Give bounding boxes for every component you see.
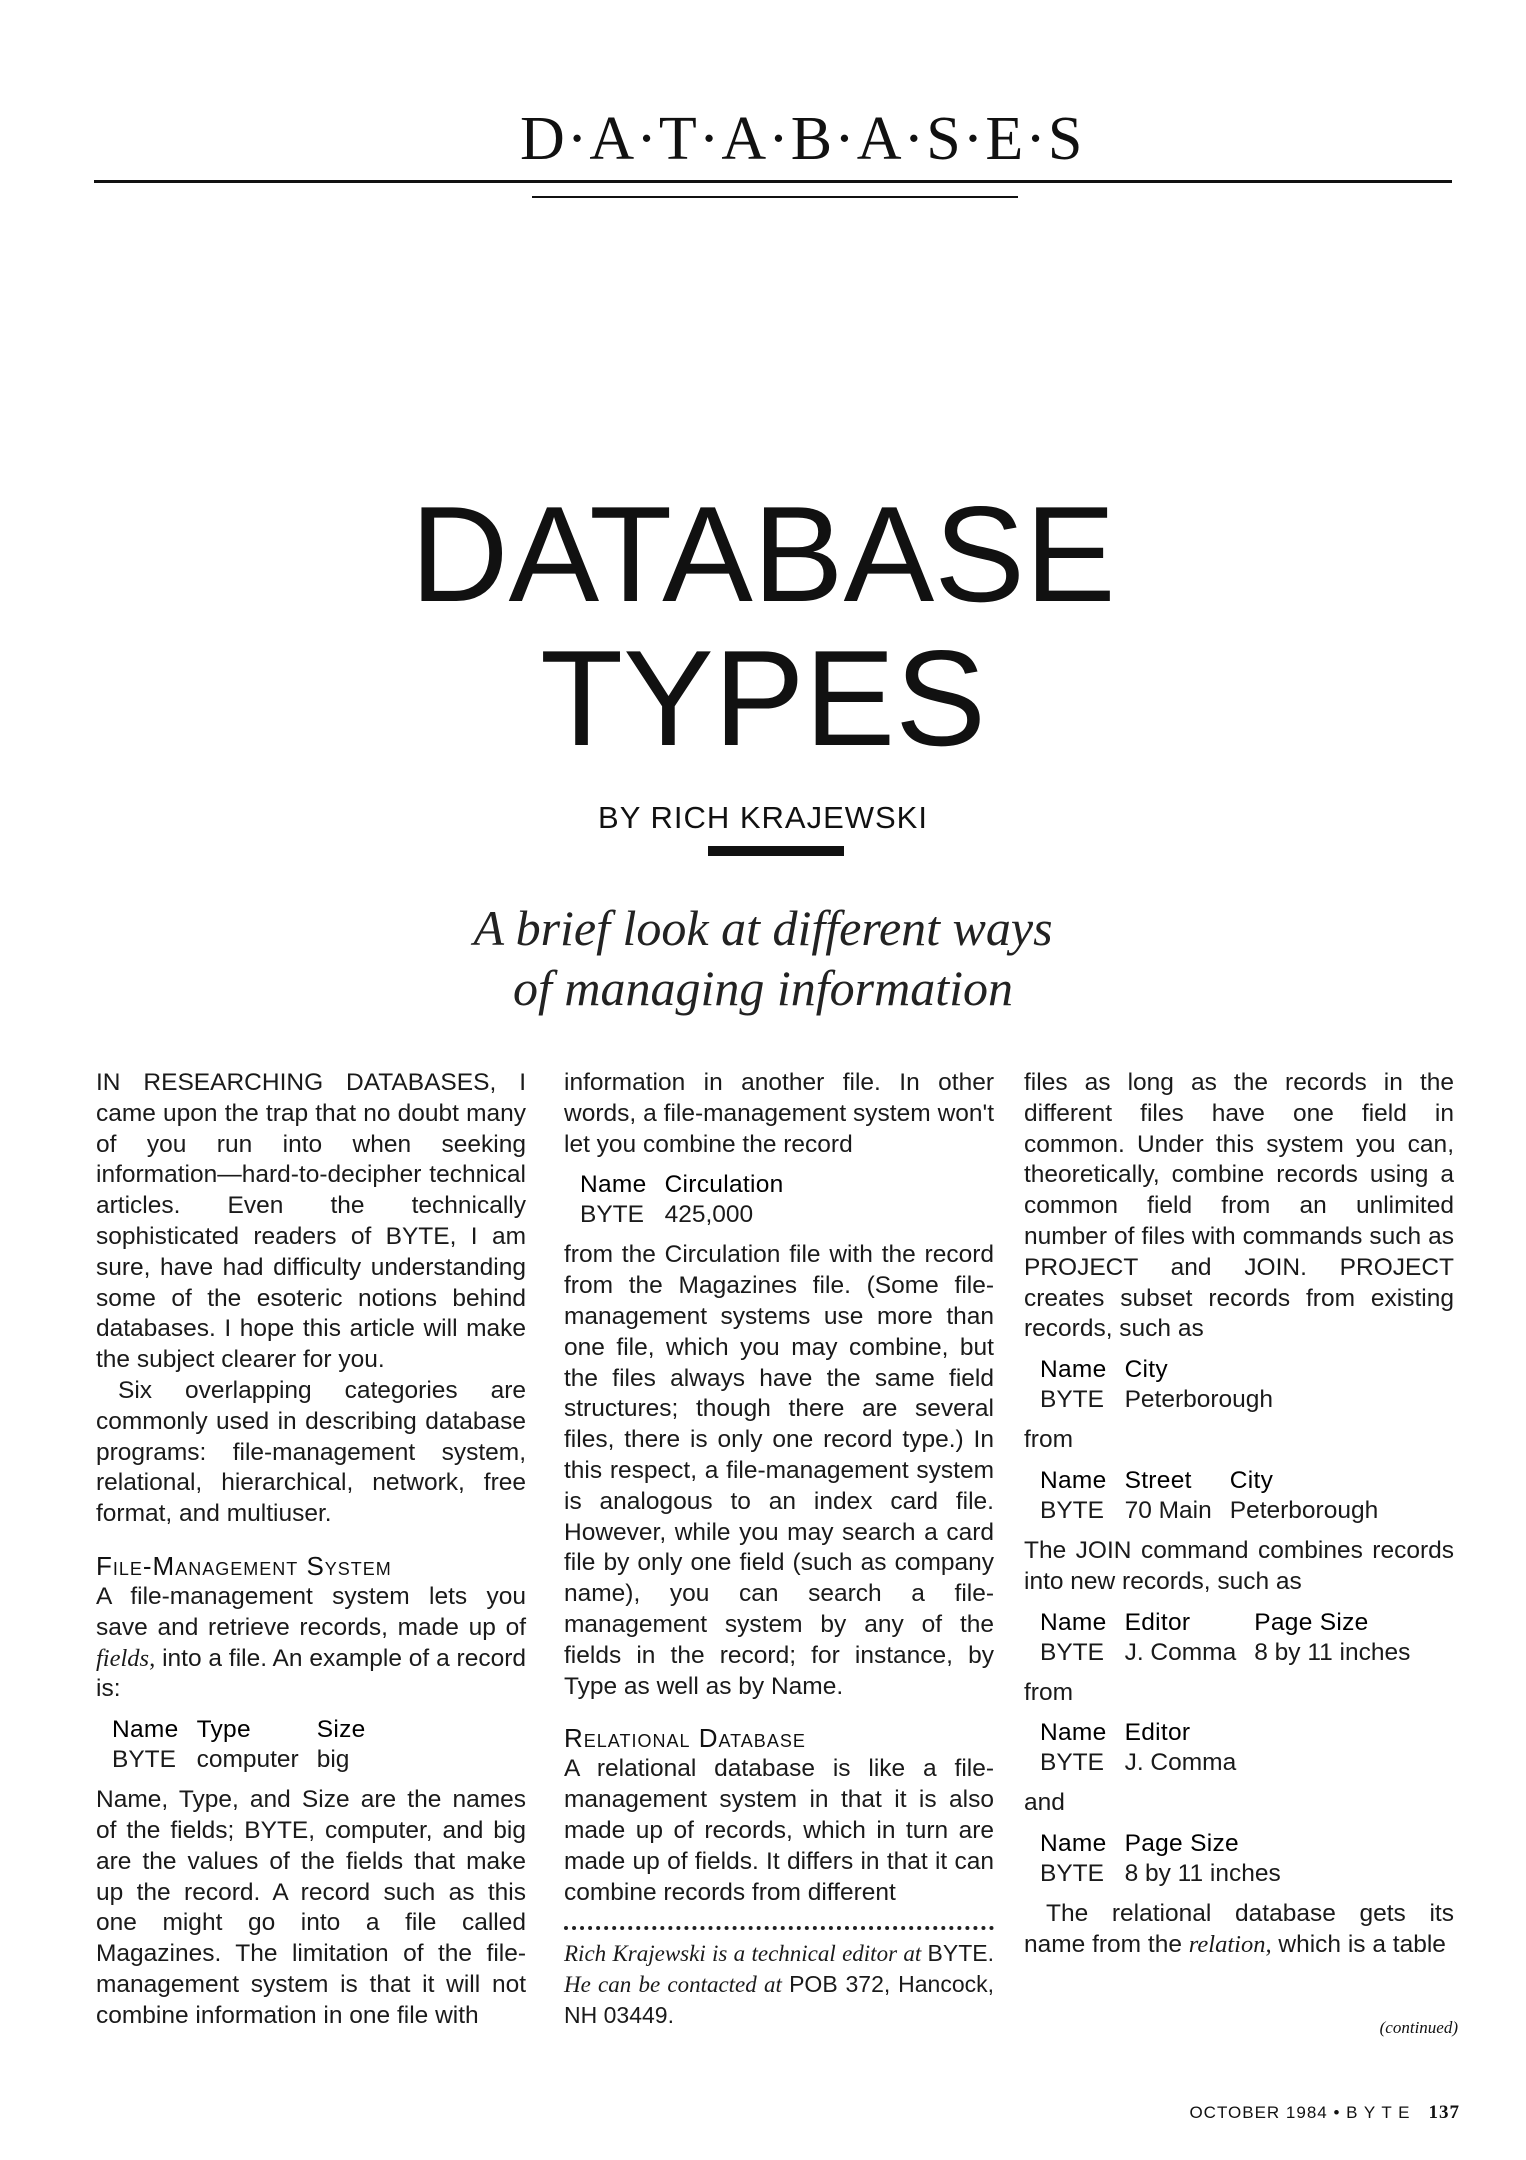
table-cell: Editor	[1124, 1719, 1191, 1747]
table-header-row	[112, 1715, 384, 1745]
example-table	[1040, 1466, 1396, 1526]
table-cell: BYTE	[1040, 1860, 1104, 1888]
table-cell: Page Size	[1254, 1608, 1369, 1636]
table-cell: City	[1229, 1466, 1274, 1494]
table-cell: City	[1124, 1356, 1168, 1384]
emphasis: relation,	[1188, 1930, 1272, 1958]
table-cell: BYTE	[1040, 1749, 1104, 1777]
column-3	[1024, 1068, 1454, 1961]
article-title-line-2: TYPES	[540, 622, 986, 774]
section-header: D·A·T·A·B·A·S·E·S	[520, 105, 1085, 173]
table-header-row	[1040, 1829, 1299, 1859]
paragraph: Six overlapping categories are commonly used in describing database programs: file-management system, relational, hierarchical, network, free format, and multiuser.	[96, 1376, 526, 1528]
table-cell: Circulation	[664, 1171, 784, 1199]
paragraph: files as long as the records in the different files have one field in common. Under this system you can, theoretically, combine records using a common field from an unlimited number of files with commands such as PROJECT and JOIN. PROJECT creates subset records from existing records, such as	[1024, 1069, 1454, 1343]
table-header-row	[580, 1170, 802, 1200]
table-cell: BYTE	[112, 1746, 176, 1774]
dotted-rule	[564, 1926, 994, 1930]
table-row	[580, 1200, 802, 1230]
author-bio	[564, 1938, 994, 2031]
table-cell: J. Comma	[1124, 1749, 1237, 1777]
column-1	[96, 1068, 526, 2032]
table-cell: Street	[1124, 1466, 1192, 1494]
text-run: POB 372, Hancock, NH 03449.	[564, 1971, 995, 2029]
paragraph: from the Circulation file with the record from the Magazines file. (Some file-management systems use more than one file, which you may combine, but the files always have the same field structures; though there are several files, there is only one record type.) In this respect, a file-management system is analogous to an index card file. However, while you may search a card file by only one field (such as company name), you can search a file-management system by any of the fields in the record; for instance, by Type as well as by Name.	[564, 1241, 994, 1700]
table-header-row	[1040, 1466, 1396, 1496]
column-2	[564, 1068, 994, 2031]
deck	[400, 898, 1126, 1018]
example-table	[1040, 1608, 1428, 1668]
byline-bar	[708, 846, 844, 856]
example-table	[580, 1170, 802, 1230]
table-cell: BYTE	[1040, 1496, 1104, 1524]
table-cell: Peterborough	[1229, 1496, 1379, 1524]
table-cell: Name	[580, 1171, 647, 1199]
example-table	[1040, 1829, 1299, 1889]
paragraph: A relational database is like a file-management system in that it is also made up of records, which in turn are made up of fields. It differs in that it can combine records from different	[564, 1755, 994, 1906]
table-header-row	[1040, 1718, 1254, 1748]
table-row	[1040, 1638, 1428, 1668]
table-cell: 8 by 11 inches	[1124, 1860, 1281, 1888]
table-row	[112, 1745, 384, 1775]
example-table	[1040, 1718, 1254, 1778]
table-row	[1040, 1385, 1291, 1415]
table-row	[1040, 1496, 1396, 1526]
top-rule	[94, 180, 1452, 183]
table-row	[1040, 1748, 1254, 1778]
page-footer	[1080, 2102, 1460, 2124]
section-underline	[532, 196, 1018, 198]
paragraph: from	[1024, 1678, 1073, 1706]
article-title-line-1: DATABASE	[410, 478, 1116, 630]
table-row	[1040, 1859, 1299, 1889]
issue-line: OCTOBER 1984 • B Y T E	[1189, 2103, 1411, 2122]
example-table	[112, 1715, 384, 1775]
table-header-row	[1040, 1355, 1291, 1385]
subhead-file-management: File-Management System	[96, 1550, 392, 1581]
deck-line-1: A brief look at different ways	[473, 900, 1053, 956]
text-run: He can be contacted at	[564, 1972, 782, 1998]
paragraph: and	[1024, 1789, 1065, 1817]
table-cell: Type	[196, 1716, 251, 1744]
continued-marker: (continued)	[1379, 2018, 1458, 2037]
table-cell: Name	[1040, 1356, 1107, 1384]
text-run: which is a table	[1278, 1930, 1446, 1958]
table-cell: BYTE	[580, 1201, 644, 1229]
table-cell: Name	[1040, 1466, 1107, 1494]
paragraph: Name, Type, and Size are the names of the fields; BYTE, computer, and big are the values of the fields that make up the record. A record such as this one might go into a file called Magazines. The limitation of the file-management system is that it will not combine information in one file with	[96, 1786, 526, 2029]
subhead-relational-database: Relational Database	[564, 1723, 806, 1754]
paragraph: information in another file. In other words, a file-management system won't let you combine the record	[564, 1069, 994, 1158]
paragraph: from	[1024, 1426, 1073, 1454]
table-cell: computer	[196, 1746, 299, 1774]
example-table	[1040, 1355, 1291, 1415]
table-cell: Editor	[1124, 1608, 1191, 1636]
table-cell: 8 by 11 inches	[1254, 1638, 1411, 1666]
paragraph: IN RESEARCHING DATABASES, I came upon the trap that no doubt many of you run into when seeking information—hard-to-decipher technical articles. Even the technically sophisticated readers of BYTE, I am sure, have had difficulty understanding some of the esoteric notions behind databases. I hope this article will make the subject clearer for you.	[96, 1069, 526, 1374]
text-run: into a file. An example of a record is:	[96, 1644, 527, 1703]
table-cell: big	[316, 1746, 350, 1774]
page-number: 137	[1428, 2102, 1460, 2123]
table-cell: Name	[1040, 1830, 1107, 1858]
deck-line-2: of managing information	[512, 960, 1014, 1016]
table-cell: Peterborough	[1124, 1386, 1274, 1414]
paragraph	[1024, 1899, 1454, 1961]
paragraph	[96, 1582, 526, 1705]
table-cell: Name	[1040, 1719, 1107, 1747]
text-run: The relational database gets its name from the	[1024, 1900, 1454, 1958]
table-cell: Name	[1040, 1608, 1107, 1636]
table-cell: 425,000	[664, 1201, 754, 1229]
table-cell: J. Comma	[1124, 1638, 1237, 1666]
table-cell: Size	[316, 1716, 366, 1744]
emphasis: fields,	[96, 1644, 156, 1672]
table-cell: BYTE	[1040, 1638, 1104, 1666]
table-cell: Page Size	[1124, 1830, 1239, 1858]
text-run: Rich Krajewski is a technical editor at	[564, 1941, 922, 1967]
table-cell: 70 Main	[1124, 1496, 1212, 1524]
text-run: A file-management system lets you save and retrieve records, made up of	[96, 1582, 526, 1641]
table-cell: BYTE	[1040, 1386, 1104, 1414]
paragraph: The JOIN command combines records into new records, such as	[1024, 1536, 1454, 1595]
table-header-row	[1040, 1608, 1428, 1638]
text-run: BYTE.	[927, 1940, 994, 1967]
table-cell: Name	[112, 1716, 179, 1744]
byline: BY RICH KRAJEWSKI	[598, 800, 928, 835]
